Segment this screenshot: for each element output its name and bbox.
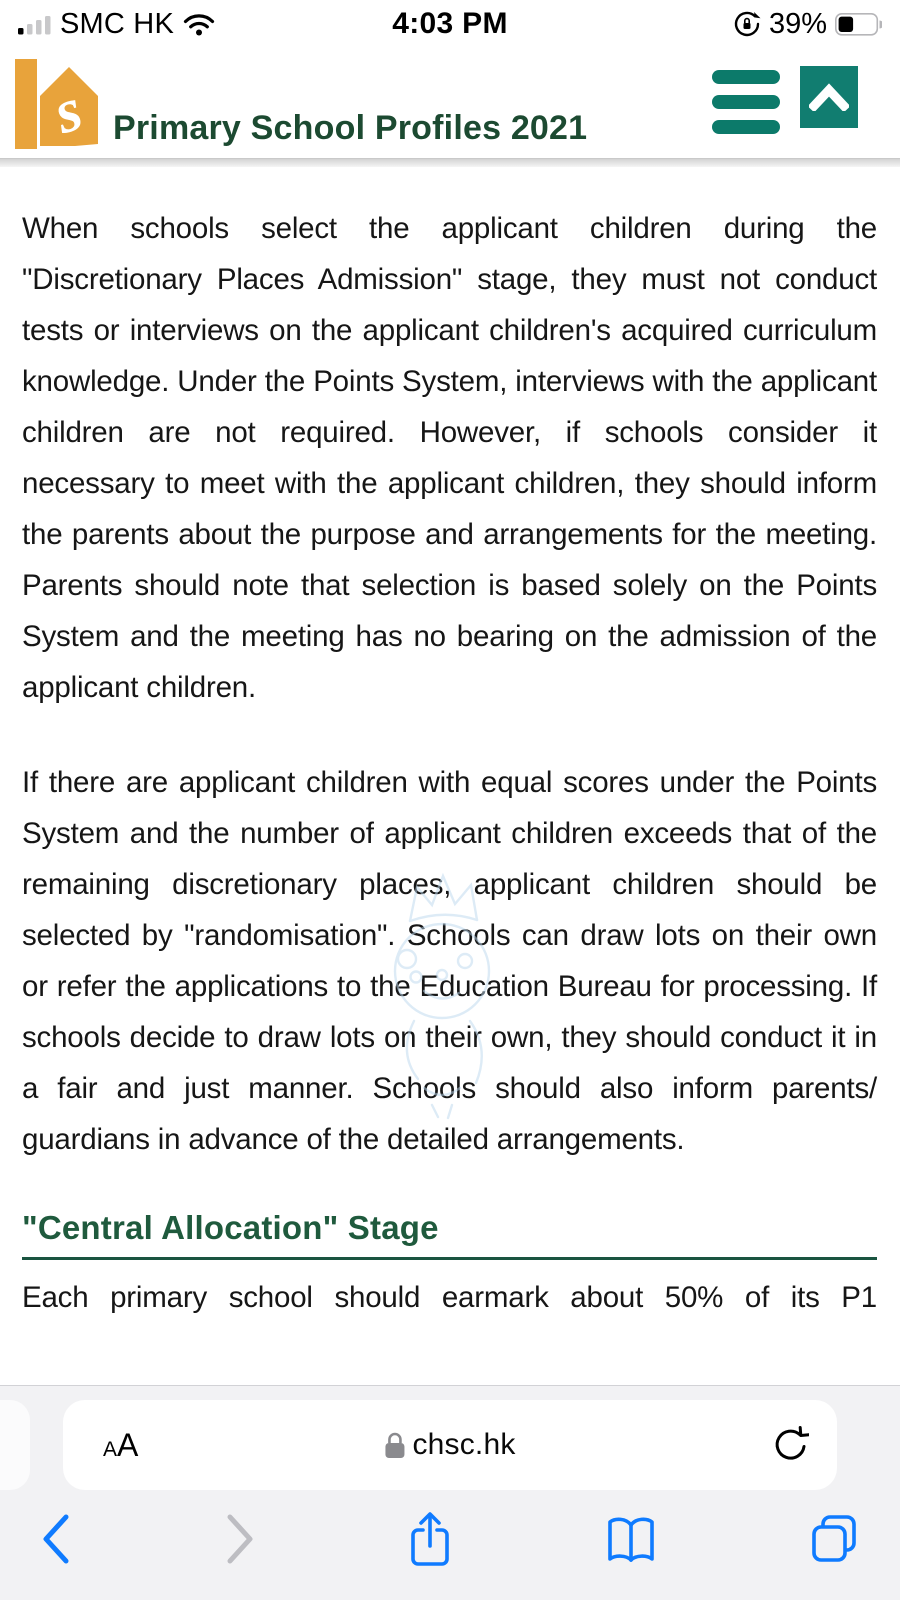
paragraph-truncated: Each primary school should earmark about 50% of its P1: [22, 1281, 877, 1314]
back-button[interactable]: [40, 1513, 72, 1565]
reload-button[interactable]: [773, 1426, 809, 1464]
clock: 4:03 PM: [392, 7, 508, 40]
lock-icon: [384, 1431, 405, 1459]
chevron-forward-icon: [224, 1513, 256, 1565]
url-field[interactable]: [384, 1428, 515, 1462]
orientation-lock-icon: [733, 10, 761, 38]
chsc-logo[interactable]: [15, 54, 103, 152]
hamburger-bar: [712, 70, 780, 84]
svg-text:s: s: [46, 75, 91, 148]
paragraph: When schools select the applicant children during the "Discretionary Places Admission" stage, they must not conduct tests or interviews on the applicant children's acquired curriculum knowledge. Under the Points System, interviews with the applicant children are not required. However, if schools consider it necessary to meet with the applicant children, they should inform the parents about the purpose and arrangements for the meeting. Parents should note that selection is based solely on the Points System and the meeting has no bearing on the admission of the applicant children.: [22, 212, 877, 704]
hamburger-bar: [712, 120, 780, 134]
book-icon: [605, 1514, 657, 1564]
chevron-back-icon: [40, 1513, 72, 1565]
battery-percent-label: 39%: [768, 7, 827, 40]
status-bar: [0, 0, 900, 48]
menu-button[interactable]: [712, 70, 780, 134]
wifi-icon: [183, 12, 215, 36]
previous-tab-peek[interactable]: [0, 1400, 30, 1490]
carrier-label: SMC HK: [60, 7, 174, 40]
section-heading: "Central Allocation" Stage: [22, 1209, 439, 1246]
article-content: [0, 167, 900, 1323]
paragraph: If there are applicant children with equal scores under the Points System and the number of applicant children exceeds that of the remaining discretionary places, applicant children should be selected by "randomisation". Schools can draw lots on their own or refer the applications to the Education Bureau for processing. If schools decide to draw lots on their own, they should conduct it in a fair and just manner. Schools should also inform parents/ guardians in advance of the detailed arrangements.: [22, 766, 877, 1156]
header-divider: [0, 158, 900, 167]
tabs-icon: [808, 1512, 860, 1566]
page-title: Primary School Profiles 2021: [113, 109, 588, 147]
back-to-top-button[interactable]: [800, 66, 858, 128]
hamburger-bar: [712, 95, 780, 109]
share-icon: [407, 1510, 453, 1568]
heading-rule: [22, 1257, 877, 1260]
reload-icon: [773, 1426, 809, 1464]
cellular-signal-icon: [18, 13, 51, 35]
bookmarks-button[interactable]: [605, 1514, 657, 1564]
site-header: [0, 48, 900, 158]
battery-icon: [835, 13, 882, 36]
forward-button[interactable]: [224, 1513, 256, 1565]
reader-options-button[interactable]: AA: [103, 1427, 139, 1463]
share-button[interactable]: [407, 1510, 453, 1568]
address-bar[interactable]: [63, 1400, 837, 1490]
tabs-button[interactable]: [808, 1512, 860, 1566]
chevron-up-icon: [809, 83, 849, 111]
domain-label: chsc.hk: [412, 1428, 516, 1461]
safari-bottom-bar: [0, 1385, 900, 1600]
